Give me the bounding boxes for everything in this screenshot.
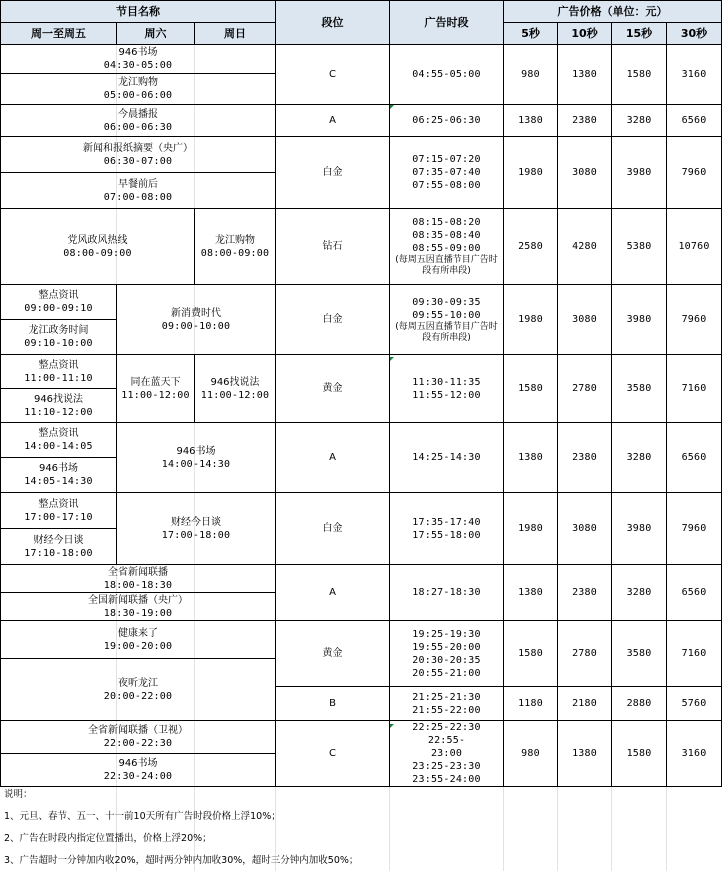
price-30s: 7960 [667,285,722,355]
program-name: 今晨播报 [118,108,158,120]
program-cell [1,389,117,423]
price-15s: 5380 [612,209,667,285]
table-row [1,105,722,137]
program-time: 14:00-14:30 [161,458,231,470]
program-time: 11:10-12:00 [24,406,93,418]
table-row [1,209,722,285]
program-name: 夜听龙江 [118,677,158,689]
program-name: 整点资讯 [38,359,79,371]
price-5s: 1980 [504,285,558,355]
program-cell [1,209,195,285]
saturday-header: 周六 [117,23,195,45]
program-time: 08:00-09:00 [63,247,132,259]
price-10s: 3080 [558,285,612,355]
program-time: 08:00-09:00 [200,247,270,259]
program-cell [117,285,276,355]
program-name: 全省新闻联播 [108,566,168,578]
price-30s: 7160 [667,621,722,687]
program-cell [195,209,276,285]
ad-slot: 23:00 [430,748,463,759]
program-cell [1,621,276,659]
table-row [1,493,722,529]
price-15s: 1580 [612,45,667,105]
ad-slot: 11:55-12:00 [412,389,481,401]
program-time: 17:00-18:00 [161,529,231,541]
ad-slot: 07:55-08:00 [412,180,481,191]
program-cell [117,493,276,565]
program-time: 11:00-12:00 [121,389,190,401]
tier-cell: C [276,721,390,787]
header-row [1,1,722,23]
price-10s: 3080 [558,493,612,565]
program-cell [1,458,117,493]
table-row [1,285,722,320]
price-10s: 4280 [558,209,612,285]
program-name: 龙江政务时间 [28,325,89,336]
program-cell [1,137,276,173]
program-cell [117,423,276,493]
program-cell [1,493,117,529]
ad-slot-cell [390,355,504,423]
ad-slot: 17:35-17:40 [412,516,481,528]
price-30s: 3160 [667,721,722,787]
price-10s-header: 10秒 [558,23,612,45]
price-15s: 3280 [612,105,667,137]
program-name: 财经今日谈 [171,516,221,528]
price-10s: 1380 [558,721,612,787]
ad-slot: 07:15-07:20 [412,154,481,165]
program-name: 946书场 [176,445,216,457]
program-name: 整点资讯 [38,290,79,301]
program-name: 新消费时代 [171,307,221,319]
price-10s: 2780 [558,355,612,423]
ad-slot-note: (每周五因直播节目广告时段有所串段) [395,255,498,276]
price-30s: 7960 [667,493,722,565]
price-5s: 1380 [504,105,558,137]
program-name: 同在蓝天下 [130,376,181,388]
price-10s: 3080 [558,137,612,209]
program-time: 18:00-18:30 [103,579,173,591]
ad-slot: 21:25-21:30 [412,691,481,703]
ad-slot-header: 广告时段 [390,1,504,45]
table-row [1,45,722,74]
program-cell [195,355,276,423]
program-cell [1,320,117,355]
price-10s: 2380 [558,423,612,493]
program-name: 全国新闻联播（央广） [88,594,188,606]
program-name: 早餐前后 [118,178,158,190]
price-5s: 1380 [504,423,558,493]
price-10s: 2380 [558,105,612,137]
price-header: 广告价格（单位：元） [504,1,722,23]
program-cell [1,355,117,389]
program-time: 19:00-20:00 [103,640,173,652]
price-15s: 3980 [612,493,667,565]
ad-slot: 17:55-18:00 [412,529,481,541]
ad-slot-note: (每周五因直播节目广告时段有所串段) [395,321,498,343]
ad-slot: 09:30-09:35 [412,296,481,308]
note-line: 2、广告在时段内指定位置播出，价格上浮20%； [4,833,212,844]
table-row [1,423,722,458]
price-30s: 6560 [667,423,722,493]
program-cell [117,355,195,423]
ad-slot-cell [390,209,504,285]
price-30s: 3160 [667,45,722,105]
price-30s: 6560 [667,565,722,621]
tier-cell: 白金 [276,493,390,565]
price-10s: 2380 [558,565,612,621]
price-5s-header: 5秒 [504,23,558,45]
price-15s: 3980 [612,137,667,209]
price-30s: 7960 [667,137,722,209]
program-time: 14:05-14:30 [24,476,93,487]
program-time: 04:30-05:00 [103,60,173,71]
program-name: 全省新闻联播（卫视） [88,725,188,736]
program-cell [1,659,276,721]
ad-slot-cell: 04:55-05:00 [390,45,504,105]
ad-slot: 20:30-20:35 [412,654,481,666]
ad-slot: 11:30-11:35 [412,376,481,388]
program-time: 09:10-10:00 [24,338,93,349]
program-time: 22:00-22:30 [103,738,173,749]
note-line: 1、元旦、春节、五一、十一前10天所有广告时段价格上浮10%； [4,811,281,822]
ad-slot-cell [390,285,504,355]
ad-slot-cell: 06:25-06:30 [390,105,504,137]
program-time: 07:00-08:00 [103,191,173,203]
price-15s: 3280 [612,565,667,621]
program-cell [1,529,117,565]
ad-slot-cell [390,137,504,209]
tier-cell: A [276,423,390,493]
price-5s: 1580 [504,355,558,423]
tier-header: 段位 [276,1,390,45]
program-cell [1,593,276,621]
comment-marker-icon [390,105,394,109]
ad-slot: 19:55-20:00 [412,641,481,653]
program-cell [1,173,276,209]
ad-slot: 08:55-09:00 [412,243,481,254]
price-5s: 1180 [504,687,558,721]
program-name: 946找说法 [210,376,260,388]
price-15s: 3580 [612,621,667,687]
price-10s: 2180 [558,687,612,721]
tier-cell: 钻石 [276,209,390,285]
price-5s: 1980 [504,493,558,565]
tier-cell: A [276,105,390,137]
price-15s-header: 15秒 [612,23,667,45]
price-30s: 6560 [667,105,722,137]
price-10s: 1380 [558,45,612,105]
price-30s: 5760 [667,687,722,721]
program-time: 17:10-18:00 [24,547,93,559]
program-name-header: 节目名称 [1,1,276,23]
price-30s-header: 30秒 [667,23,722,45]
program-name: 整点资讯 [38,428,79,439]
ad-slot: 09:55-10:00 [412,309,481,321]
notes-title: 说明： [4,789,33,800]
ad-slot-cell: 14:25-14:30 [390,423,504,493]
program-time: 11:00-11:10 [24,372,93,384]
ad-slot-cell [390,687,504,721]
tier-cell: 黄金 [276,355,390,423]
ad-slot: 08:15-08:20 [412,217,481,228]
program-cell [1,565,276,593]
tier-cell: 白金 [276,137,390,209]
price-10s: 2780 [558,621,612,687]
tier-cell: 黄金 [276,621,390,687]
table-row [1,621,722,659]
price-15s: 1580 [612,721,667,787]
program-time: 20:00-22:00 [103,690,173,702]
price-30s: 10760 [667,209,722,285]
table-row [1,565,722,593]
price-15s: 3280 [612,423,667,493]
program-name: 946书场 [118,47,158,58]
price-15s: 3980 [612,285,667,355]
program-name: 党风政风热线 [67,234,128,246]
ad-slot: 23:25-23:30 [412,761,481,772]
program-time: 17:00-17:10 [24,511,93,523]
program-time: 05:00-06:00 [103,90,173,101]
table-row [1,721,722,754]
price-30s: 7160 [667,355,722,423]
comment-marker-icon [390,357,394,361]
ad-slot: 21:55-22:00 [412,704,481,716]
program-cell [1,74,276,105]
program-time: 18:30-19:00 [103,607,173,619]
ad-slot-cell [390,621,504,687]
program-name: 整点资讯 [38,498,79,510]
price-5s: 2580 [504,209,558,285]
ad-slot-cell: 18:27-18:30 [390,565,504,621]
program-time: 11:00-12:00 [200,389,270,401]
note-line: 3、广告超时一分钟加内收20%，超时两分钟内加收30%，超时三分钟内加收50%； [4,855,359,866]
tier-cell: B [276,687,390,721]
program-name: 新闻和报纸摘要（央广） [83,142,193,154]
price-5s: 1980 [504,137,558,209]
ad-slot-cell [390,721,504,787]
table-row [1,137,722,173]
weekdays-header: 周一至周五 [1,23,117,45]
ad-slot: 20:55-21:00 [412,667,481,679]
program-name: 946书场 [118,758,158,769]
price-5s: 980 [504,45,558,105]
ad-slot: 07:35-07:40 [412,167,481,178]
price-15s: 3580 [612,355,667,423]
price-5s: 1580 [504,621,558,687]
program-name: 946找说法 [33,393,84,405]
program-name: 龙江购物 [215,234,255,246]
program-time: 06:00-06:30 [103,121,173,133]
ad-slot: 22:25-22:30 22:55- [412,722,481,746]
ad-slot: 08:35-08:40 [412,230,481,241]
program-name: 946书场 [38,463,79,474]
program-time: 22:30-24:00 [103,771,173,782]
program-cell [1,423,117,458]
notes-section [0,784,722,872]
program-name: 财经今日谈 [33,534,84,546]
program-cell [1,45,276,74]
price-5s: 1380 [504,565,558,621]
price-5s: 980 [504,721,558,787]
price-15s: 2880 [612,687,667,721]
program-cell [1,285,117,320]
ad-slot-cell [390,493,504,565]
program-time: 09:00-10:00 [161,320,231,332]
program-time: 14:00-14:05 [24,441,93,452]
table-row [1,355,722,389]
comment-marker-icon [390,724,394,728]
program-cell [1,105,276,137]
tier-cell: A [276,565,390,621]
ad-slot: 19:25-19:30 [412,628,481,640]
tier-cell: 白金 [276,285,390,355]
tier-cell: C [276,45,390,105]
program-cell [1,721,276,754]
ad-slot: 23:55-24:00 [412,774,481,785]
sunday-header: 周日 [195,23,276,45]
program-name: 龙江购物 [118,77,158,88]
program-time: 09:00-09:10 [24,303,93,314]
program-time: 06:30-07:00 [103,155,173,167]
program-cell [1,754,276,787]
program-name: 健康来了 [118,627,158,639]
